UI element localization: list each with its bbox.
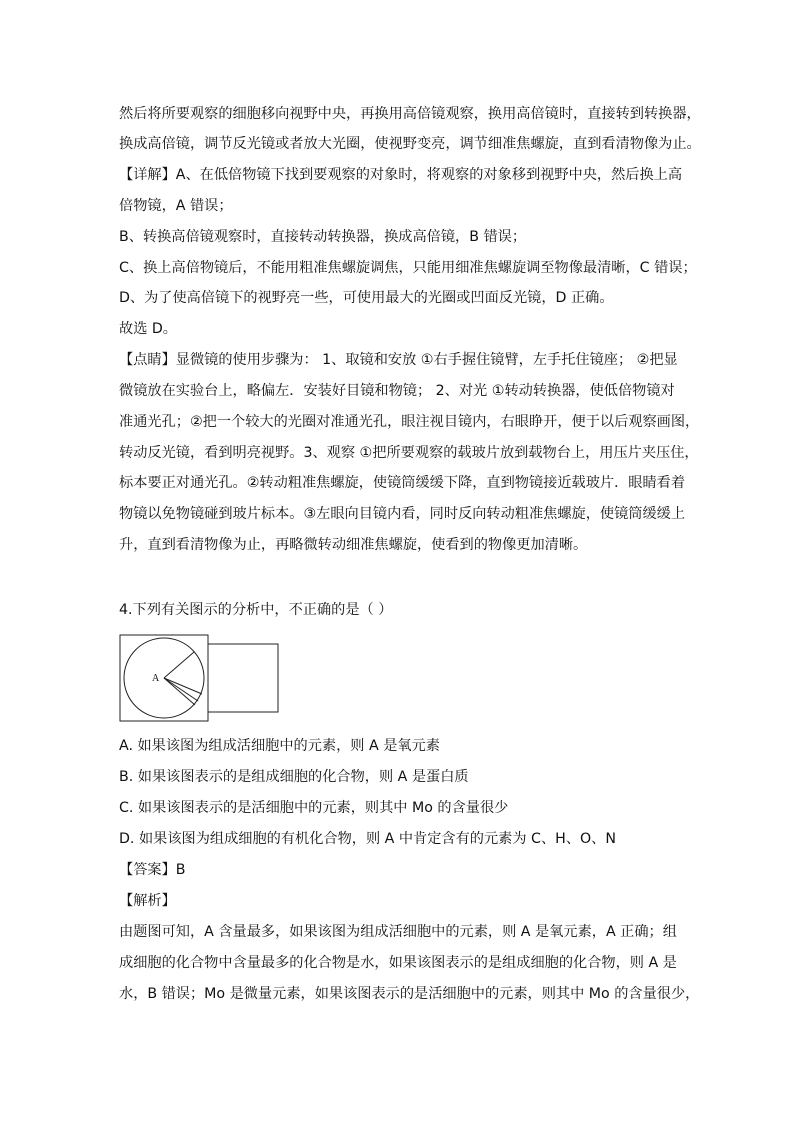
text-line: 水，B 错误；Mo 是微量元素，如果该图表示的是活细胞中的元素，则其中 Mo 的含量很少， xyxy=(119,986,700,1002)
text-line: 升，直到看清物像为止，再略微转动细准焦螺旋，使看到的物像更加清晰。 xyxy=(119,537,588,553)
pie-slice-line xyxy=(164,678,202,694)
text-line: 转动反光镜，看到明亮视野。3、观察 ①把所要观察的载玻片放到载物台上，用压片夹压住， xyxy=(119,445,699,461)
side-box xyxy=(208,644,278,712)
pie-slice-line xyxy=(164,678,195,705)
option-c: C. 如果该图表示的是活细胞中的元素，则其中 Mo 的含量很少 xyxy=(119,800,509,816)
pie-label: A xyxy=(152,673,160,684)
text-line: 成细胞的化合物中含量最多的化合物是水，如果该图表示的是组成细胞的化合物，则 A 是 xyxy=(119,955,677,971)
text-line: D、为了使高倍镜下的视野亮一些，可使用最大的光圈或凹面反光镜，D 正确。 xyxy=(119,290,614,306)
analysis-heading: 【解析】 xyxy=(119,893,176,909)
text-line: 倍物镜，A 错误； xyxy=(119,198,233,214)
text-line: 物镜以免物镜碰到玻片标本。③左眼向目镜内看，同时反向转动粗准焦螺旋，使镜筒缓缓上 xyxy=(119,506,686,522)
text-line: 准通光孔；②把一个较大的光圈对准通光孔，眼注视目镜内，右眼睁开，便于以后观察画图， xyxy=(119,414,700,430)
pie-slice-line xyxy=(164,652,194,678)
option-a: A. 如果该图为组成活细胞中的元素，则 A 是氧元素 xyxy=(119,738,440,754)
text-line: 由题图可知，A 含量最多，如果该图为组成活细胞中的元素，则 A 是氧元素，A 正确；组 xyxy=(119,924,677,940)
text-line: C、换上高倍物镜后，不能用粗准焦螺旋调焦，只能用细准焦螺旋调至物像最清晰，C 错误； xyxy=(119,260,697,276)
pie-figure xyxy=(119,634,281,730)
text-line: B、转换高倍镜观察时，直接转动转换器，换成高倍镜，B 错误； xyxy=(119,229,527,245)
question-stem: 4.下列有关图示的分析中，不正确的是（ ） xyxy=(119,602,393,618)
text-line: 标本要正对通光孔。②转动粗准焦螺旋，使镜筒缓缓下降，直到物镜接近载玻片．眼睛看着 xyxy=(119,475,686,491)
text-line: 微镜放在实验台上，略偏左．安装好目镜和物镜； 2、对光 ①转动转换器，使低倍物镜对 xyxy=(119,383,675,399)
text-line: 【详解】A、在低倍物镜下找到要观察的对象时，将观察的对象移到视野中央，然后换上高 xyxy=(119,167,683,183)
text-line: 故选 D。 xyxy=(119,321,177,337)
option-b: B. 如果该图表示的是组成细胞的化合物，则 A 是蛋白质 xyxy=(119,769,469,785)
text-line: 【点睛】显微镜的使用步骤为： 1、取镜和安放 ①右手握住镜臂，左手托住镜座； ②把显 xyxy=(119,352,678,368)
pie-diagram xyxy=(119,634,281,726)
option-d: D. 如果该图为组成细胞的有机化合物，则 A 中肯定含有的元素为 C、H、O、N xyxy=(119,831,616,847)
answer-line: 【答案】B xyxy=(119,862,186,878)
pie-slice-line xyxy=(164,678,198,701)
text-line: 换成高倍镜，调节反光镜或者放大光圈，使视野变亮，调节细准焦螺旋，直到看清物像为止。 xyxy=(119,136,701,152)
text-line: 然后将所要观察的细胞移向视野中央，再换用高倍镜观察，换用高倍镜时，直接转到转换器， xyxy=(119,106,701,122)
